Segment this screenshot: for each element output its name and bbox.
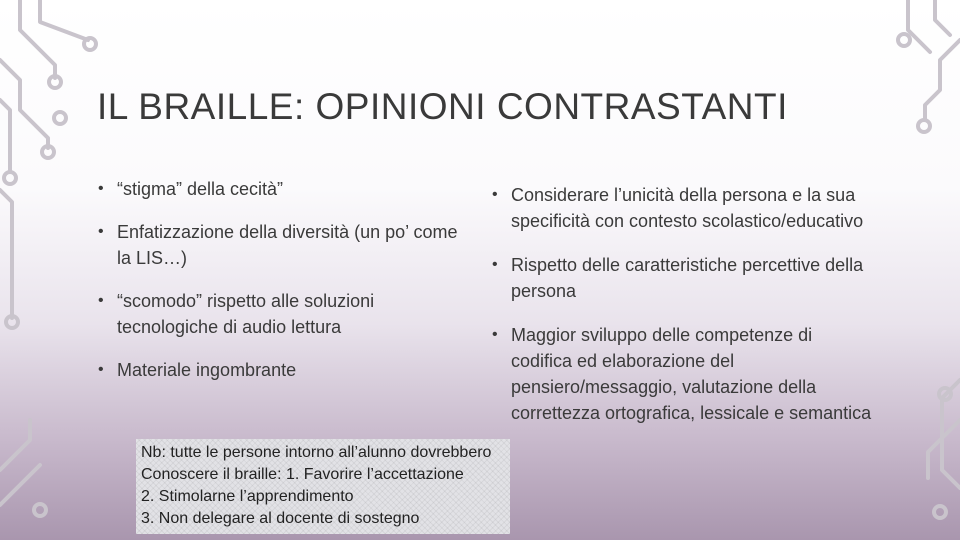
left-bullet-list bbox=[98, 176, 458, 400]
circuit-node bbox=[84, 38, 96, 50]
bullet-text: Materiale ingombrante bbox=[117, 360, 297, 380]
circuit-node bbox=[54, 112, 66, 124]
list-item bbox=[492, 322, 872, 426]
slide-title: IL BRAILLE: OPINIONI CONTRASTANTI bbox=[97, 86, 788, 127]
note-line: 3. Non delegare al docente di sostegno bbox=[141, 510, 420, 527]
circuit-node bbox=[934, 506, 946, 518]
note-line: Conoscere il braille: 1. Favorire l’accettazione bbox=[141, 466, 464, 483]
circuit-node bbox=[42, 146, 54, 158]
circuit-node bbox=[49, 76, 61, 88]
bullet-text: “scomodo” rispetto alle soluzioni tecnologiche di audio lettura bbox=[117, 291, 375, 337]
bullet-text: “stigma” della cecità” bbox=[117, 179, 284, 199]
bullet-icon: • bbox=[492, 256, 498, 273]
list-item bbox=[98, 176, 458, 202]
circuit-trace bbox=[40, 0, 88, 40]
bullet-text: Maggior sviluppo delle competenze di codifica ed elaborazione del pensiero/messaggio, valutazione della correttezza ortografica, lessicale e semantica bbox=[511, 325, 872, 423]
bullet-icon: • bbox=[98, 361, 104, 378]
bullet-icon: • bbox=[98, 223, 104, 240]
right-bullet-list bbox=[492, 182, 872, 444]
bullet-text: Considerare l’unicità della persona e la sua specificità con contesto scolastico/educativo bbox=[511, 185, 864, 231]
circuit-trace bbox=[935, 0, 950, 35]
list-item bbox=[492, 182, 872, 234]
bullet-icon: • bbox=[98, 180, 104, 197]
list-item bbox=[98, 219, 458, 271]
circuit-trace bbox=[20, 0, 55, 78]
note-box bbox=[136, 439, 510, 534]
circuit-trace bbox=[0, 100, 10, 170]
list-item bbox=[492, 252, 872, 304]
circuit-node bbox=[918, 120, 930, 132]
note-line: Nb: tutte le persone intorno all’alunno dovrebbero bbox=[141, 444, 492, 461]
circuit-node bbox=[898, 34, 910, 46]
list-item bbox=[98, 288, 458, 340]
circuit-trace bbox=[0, 190, 12, 318]
circuit-node bbox=[34, 504, 46, 516]
bullet-icon: • bbox=[492, 326, 498, 343]
circuit-trace bbox=[908, 0, 930, 52]
bullet-icon: • bbox=[98, 292, 104, 309]
circuit-trace bbox=[0, 60, 48, 148]
list-item bbox=[98, 357, 458, 383]
circuit-node bbox=[6, 316, 18, 328]
bullet-text: Rispetto delle caratteristiche percettive della persona bbox=[511, 255, 864, 301]
bullet-text: Enfatizzazione della diversità (un po’ come la LIS…) bbox=[117, 222, 458, 268]
note-line: 2. Stimolarne l’apprendimento bbox=[141, 488, 354, 505]
circuit-trace bbox=[0, 420, 30, 470]
bullet-icon: • bbox=[492, 186, 498, 203]
circuit-node bbox=[4, 172, 16, 184]
circuit-trace bbox=[0, 465, 40, 505]
